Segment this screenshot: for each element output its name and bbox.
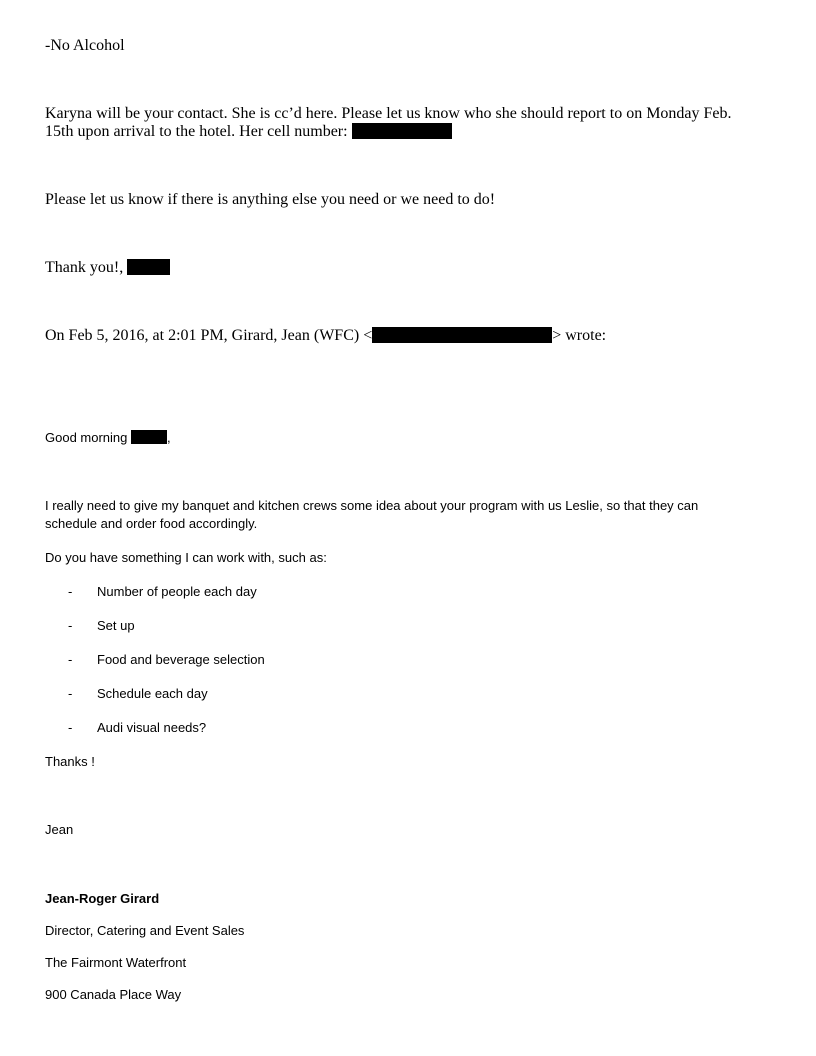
quote-header-wrote: > wrote:: [552, 327, 607, 344]
bullet-dash: -: [68, 652, 73, 667]
redaction-box: [127, 259, 170, 275]
greeting-comma: ,: [167, 430, 171, 445]
bullet-dash: -: [68, 584, 73, 599]
contact-paragraph-line-1: Karyna will be your contact. She is cc’d here. Please let us know who she should report to on Monday Feb.: [45, 105, 732, 122]
request-paragraph-line-2: schedule and order food accordingly.: [45, 516, 258, 531]
thank-you-text: Thank you!,: [45, 259, 128, 276]
signature-title: Director, Catering and Event Sales: [45, 923, 245, 938]
thanks-line: Thanks !: [45, 754, 95, 769]
bullet-dash: -: [68, 720, 73, 735]
anything-else-line: Please let us know if there is anything else you need or we need to do!: [45, 191, 496, 208]
request-paragraph-line-1: I really need to give my banquet and kitchen crews some idea about your program with us Leslie, so that they can: [45, 498, 699, 513]
signature-hotel: The Fairmont Waterfront: [45, 955, 187, 970]
redaction-box: [352, 123, 452, 139]
redaction-box: [131, 430, 167, 444]
greeting-text: Good morning: [45, 430, 131, 445]
question-line: Do you have something I can work with, such as:: [45, 550, 327, 565]
thank-you-line: [45, 259, 170, 277]
redaction-box: [372, 327, 552, 343]
list-item-text: Food and beverage selection: [97, 652, 265, 667]
contact-paragraph-line-2: [45, 123, 452, 141]
quote-header: [45, 327, 606, 345]
bullet-dash: -: [68, 618, 73, 633]
list-item-text: Number of people each day: [97, 584, 257, 599]
signature-address: 900 Canada Place Way: [45, 987, 182, 1002]
list-item-text: Audi visual needs?: [97, 720, 207, 735]
quote-header-text: On Feb 5, 2016, at 2:01 PM, Girard, Jean (WFC) <: [45, 327, 373, 344]
list-item-text: Set up: [97, 618, 135, 633]
no-alcohol-line: -No Alcohol: [45, 37, 125, 54]
sign-off-name: Jean: [45, 822, 74, 837]
bullet-dash: -: [68, 686, 73, 701]
signature-name: Jean-Roger Girard: [45, 891, 160, 906]
list-item-text: Schedule each day: [97, 686, 208, 701]
greeting-line: [45, 429, 171, 447]
contact-paragraph-text: 15th upon arrival to the hotel. Her cell number:: [45, 123, 352, 140]
